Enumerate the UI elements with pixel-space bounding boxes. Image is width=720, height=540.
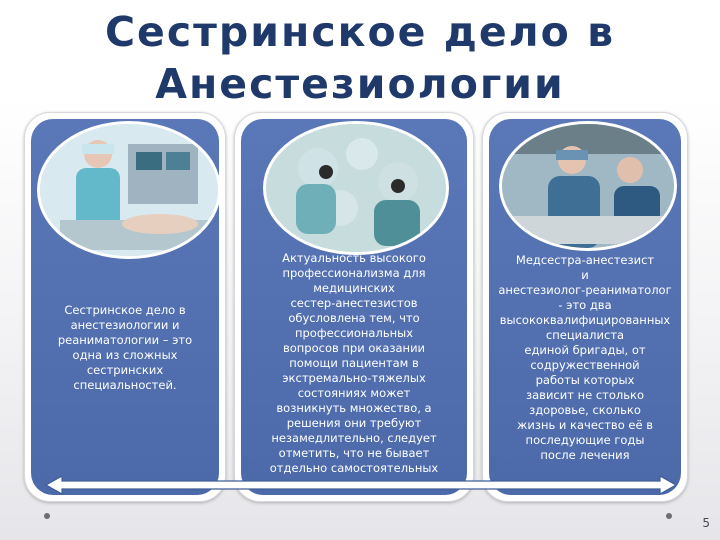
panel-1-text: Сестринское дело в анестезиологии и реаниматологии – это одна из сложных сестринских специальностей. [57,303,193,392]
slide-title [0,6,720,110]
panel-1 [24,112,226,502]
corner-dot-icon [666,513,672,519]
panel-2-text: Актуальность высокого профессионализма для медицинских сестер-анестезистов обусловлена тем, что профессиональных вопросов при оказании помощи пациентам в экстремально-тяжелых состояниях может возникнуть множество, а решения они требуют незамедлительно, следует отметить, что не бывает отдельно самостоятельных [269,251,439,475]
panel-3-photo [499,121,677,251]
panel-2-photo [263,121,449,255]
surgeons-photo-icon [266,124,446,252]
panel-3-body [489,119,681,495]
anesthesiologists-photo-icon [502,124,674,248]
double-arrow-icon [44,475,678,495]
title-line-1: Сестринское дело в [104,8,616,56]
page-number: 5 [702,516,710,530]
title-line-2: Анестезиологии [155,60,565,108]
panel-2 [234,112,474,502]
panel-3 [482,112,688,502]
panel-2-body [241,119,467,495]
corner-dot-icon [44,513,50,519]
panel-1-body [31,119,219,495]
panel-3-text: Медсестра-анестезист и анестезиолог-реаниматолог - это два высококвалифицированных специалиста единой бригады, от содружественной работы которых зависит не столько здоровье, сколько жизнь и качество её в последующие годы после лечения [498,253,672,462]
panel-1-photo [37,121,219,259]
nurse-photo-icon [40,124,218,256]
